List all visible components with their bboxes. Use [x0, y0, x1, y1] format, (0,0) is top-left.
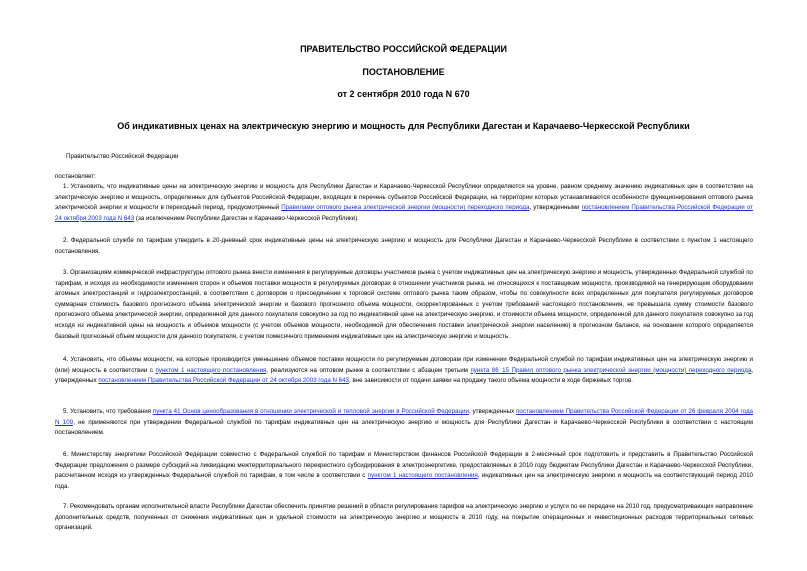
link-wholesale-rules[interactable]: Правилами оптового рынка электрической энергии (мощности) переходного периода — [281, 204, 530, 212]
document-authority: ПРАВИТЕЛЬСТВО РОССИЙСКОЙ ФЕДЕРАЦИИ — [300, 44, 507, 54]
intro-government: Правительство Российской Федерации — [66, 153, 179, 160]
paragraph-2: 2. Федеральной службе по тарифам утвердить в 20-дневный срок индикативные цены на электрическую энергию и мощность для Республики Дагестан и Карачаево-Черкесской Республики в соответствии с пунктом 1 настоящего постановления. — [55, 237, 753, 255]
paragraph-5: 5. Установить, что требования пункта 41 Основ ценообразования в отношении электрической и тепловой энергии в Российской Федерации, утвержденных постановлением Правительства Российской Федерации от 26 февраля 2004 года N 109, не применяются при утверждении Федеральной службой по тарифам индикативных цен на электрическую энергию и мощность для Республики Дагестан и Карачаево-Черкесской Республики в соответствии с настоящим постановлением. — [55, 408, 753, 437]
intro-decides: постановляет: — [55, 173, 96, 180]
link-clause-41[interactable]: пункта 41 Основ ценообразования в отношении электрической и тепловой энергии в Российской Федерации — [152, 408, 469, 415]
link-clause-1[interactable]: пунктом 1 настоящего постановления — [367, 472, 478, 480]
link-resolution-643[interactable]: постановлением Правительства Российской Федерации от 24 октября 2003 года N 643 — [98, 377, 349, 385]
document-date: от 2 сентября 2010 года N 670 — [337, 89, 470, 99]
paragraph-6: 6. Министерству энергетики Российской Федерации совместно с Федеральной службой по тарифам и Министерством финансов Российской Федерации в 2-месячный срок подготовить и представить в Правительство Российской Федерации предложения о размере субсидий на ликвидацию межтерриториального перекрестного субсидирования в электроэнергетике, предоставляемых в 2010 году бюджетам Республики Дагестан и Карачаево-Черкесской Республики, рассчитанном исходя из утвержденных Федеральной службой по тарифам, в том числе в соответствии с пунктом 1 настоящего постановления, индикативных цен на электрическую энергию и мощность на соответствующий период 2010 года. — [55, 451, 753, 490]
link-resolution-643[interactable]: постановлением Правительства Российской Федерации от 24 октября 2003 года N 643 — [55, 204, 753, 222]
link-resolution-109[interactable]: постановлением Правительства Российской Федерации от 26 февраля 2004 года N 109 — [55, 408, 753, 426]
paragraph-1: 1. Установить, что индикативные цены на электрическую энергию и мощность для Республики Дагестан и Карачаево-Черкесской Республики определяются на уровне, равном среднему значению индикативных цен в соответствии на электрическую энергию и мощность, определенных для субъектов Российской Федерации, входящих в перечень субъектов Российской Федерации, на территории которых устанавливаются особенности функционирования оптового рынка электрической энергии и мощности в переходный период, предусмотренный Правилами оптового рынка электрической энергии (мощности) переходного периода, утвержденными постановлением Правительства Российской Федерации от 24 октября 2003 года N 643 (за исключением Республики Дагестан и Карачаево-Черкесской Республики). — [55, 183, 753, 222]
link-clause-86-15[interactable]: пункта 86_15 Правил оптового рынка электрической энергии (мощности) переходного периода — [470, 366, 752, 374]
paragraph-3: 3. Организациям коммерческой инфраструктуры оптового рынка внести изменения в регулируемые договоры участников рынка с учетом индикативных цен на электрическую энергию и мощность, утвержденных Федеральной службой по тарифам, и исходя из необходимости изменения сторон и объемов поставки мощности в регулируемых договорах в отношении участников рынка, не относящихся к поставщикам мощности, производимой на генерирующем оборудовании атомных электростанций и гидроэлектростанций, в соответствии с договором о присоединении к торговой системе оптового рынка таким образом, чтобы по совокупности всех определенных для покупателя регулируемых договоров суммарная стоимость базового прогнозного объема электрической энергии и базового прогнозного объема мощности, скорректированных с учетом требований настоящего постановления, не превышала сумму стоимости базового прогнозного объема электрической энергии, определенной для данного покупателя совокупно за год по индикативной цене на электрическую энергию, и стоимости объема мощности, определенной для данного покупателя совокупно за год исходя из индикативной цены на мощность и объемов мощности (с учетом объемов мощности, необходимой для обеспечения поставки электрической энергии населению) в прогнозном балансе, на основании которого определяется базовый прогнозный объем мощности для данного покупателя, с учетом помесячного применения индикативных цен на электрическую энергию и мощность. — [55, 269, 753, 340]
paragraph-4: 4. Установить, что объемы мощности, на которые производится уменьшение объемов поставки мощности по регулируемым договорам при изменении Федеральной службой по тарифам индикативных цен на электрическую энергию и (или) мощность в соответствии с пунктом 1 настоящего постановления, реализуются на оптовом рынке в соответствии с абзацем третьим пункта 86_15 Правил оптового рынка электрической энергии (мощности) переходного периода, утвержденных постановлением Правительства Российской Федерации от 24 октября 2003 года N 643, вне зависимости от подачи заявки на продажу такого объема мощности в ходе биржевых торгов. — [55, 356, 753, 385]
link-clause-1[interactable]: пунктом 1 настоящего постановления — [155, 366, 267, 374]
document-subject: Об индикативных ценах на электрическую энергию и мощность для Республики Дагестан и Карачаево-Черкесской Республики — [117, 121, 690, 131]
paragraph-7: 7. Рекомендовать органам исполнительной власти Республики Дагестан обеспечить принятие решений в области регулирования тарифов на электрическую энергию и услуги по ее передаче на 2010 год, предусматривающих направление дополнительных средств, полученных от снижения индикативных цен и удельной стоимости на электрическую энергию и мощность в 2010 году, на покрытие операционных и инвестиционных расходов территориальных сетевых организаций. — [55, 503, 753, 532]
document-type: ПОСТАНОВЛЕНИЕ — [362, 67, 445, 77]
